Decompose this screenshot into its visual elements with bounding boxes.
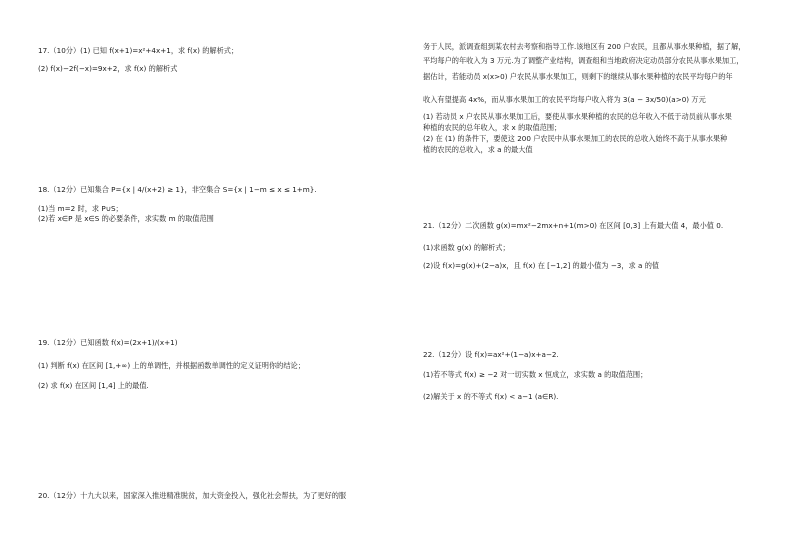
q22-head: 22.（12分）设 f(x)=ax²+(1−a)x+a−2. <box>423 350 559 359</box>
q17-head: 17.（10分）(1) 已知 f(x+1)=x²+4x+1，求 f(x) 的解析式； <box>38 46 239 55</box>
q21-head: 21.（12分）二次函数 g(x)=mx²−2mx+n+1(m>0) 在区间 [0,3] 上有最大值 4，最小值 0. <box>423 221 724 230</box>
q19-head: 19.（12分）已知函数 f(x)=(2x+1)/(x+1) <box>38 338 178 347</box>
q22-part1: (1)若不等式 f(x) ≥ −2 对一切实数 x 恒成立，求实数 a 的取值范围； <box>423 370 648 379</box>
q20-line-4: 收入有望提高 4x%，而从事水果加工的农民平均每户收入将为 3(a − 3x/50)(a>0) 万元 <box>423 95 706 104</box>
q18-part2: (2)若 x∈P 是 x∈S 的必要条件，求实数 m 的取值范围 <box>38 214 214 223</box>
q20-line-8: 植的农民的总收入，求 a 的最大值 <box>423 145 533 154</box>
q19-part1: (1) 判断 f(x) 在区间 [1,+∞) 上的单调性，并根据函数单调性的定义证明你的结论； <box>38 361 305 370</box>
q19-part2: (2) 求 f(x) 在区间 [1,4] 上的最值. <box>38 381 149 390</box>
q21-part1: (1)求函数 g(x) 的解析式； <box>423 243 510 252</box>
q20-head: 20.（12分）十九大以来，国家深入推进精准脱贫，加大资金投入，强化社会帮扶，为了更好的服 <box>38 491 347 500</box>
q20-line-1: 务于人民，派调查组到某农村去考察和指导工作.该地区有 200 户农民，且都从事水果种植，据了解， <box>423 42 746 51</box>
q20-line-5: (1) 若动员 x 户农民从事水果加工后，要使从事水果种植的农民的总年收入不低于动员前从事水果 <box>423 112 732 121</box>
q21-part2: (2)设 f(x)=g(x)+(2−a)x，且 f(x) 在 [−1,2] 的最小值为 −3，求 a 的值 <box>423 261 660 270</box>
q22-part2: (2)解关于 x 的不等式 f(x) < a−1 (a∈R). <box>423 392 559 401</box>
q20-line-2: 平均每户的年收入为 3 万元.为了调整产业结构，调查组和当地政府决定动员部分农民从事水果加工， <box>423 56 744 65</box>
q20-line-7: (2) 在 (1) 的条件下，要使这 200 户农民中从事水果加工的农民的总收入始终不高于从事水果种 <box>423 134 728 143</box>
q20-line-6: 种植的农民的总年收入，求 x 的取值范围； <box>423 123 562 132</box>
q18-head: 18.（12分）已知集合 P={x | 4/(x+2) ≥ 1}，非空集合 S={x | 1−m ≤ x ≤ 1+m}. <box>38 185 317 194</box>
q20-line-3: 据估计，若能动员 x(x>0) 户农民从事水果加工，则剩下的继续从事水果种植的农民平均每户的年 <box>423 72 733 81</box>
q17-part2: (2) f(x)−2f(−x)=9x+2，求 f(x) 的解析式 <box>38 64 178 73</box>
q18-part1: (1)当 m=2 时，求 P∪S； <box>38 204 123 213</box>
